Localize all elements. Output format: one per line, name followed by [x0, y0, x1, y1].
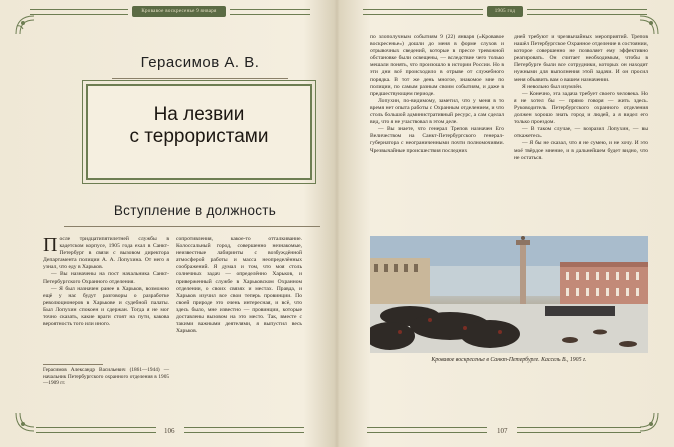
running-header-badge: Кровавое воскресенье 9 января: [132, 6, 226, 17]
paragraph: осле тридцатипятилетней службы в кадетском корпусе, 1905 года ехал в Санкт-Петербург в связи с вызовом директора Департамента полиции А. А. Лопухина. От него я узнал, что еду в Харьков.: [43, 236, 169, 271]
paragraph: Лопухин, по-видимому, заметил, что у меня в то время нет опыта работы с Охранным отделением, и что столь большой административный ресурс, а сам сделал вид, что я не участвовал в этом деле.: [370, 97, 504, 126]
chapter-title-line-2: с террористами: [129, 126, 269, 147]
running-header-badge: 1905 год: [487, 6, 523, 17]
right-column-1: [370, 34, 504, 230]
top-ornament-rule: [363, 9, 483, 15]
footnote-divider: [43, 364, 103, 365]
bottom-ornament-rule: [36, 427, 156, 433]
painting-caption: Кровавое воскресенье в Санкт-Петербурге. Кассель В., 1905 г.: [431, 357, 587, 363]
top-ornament-rule: [30, 9, 128, 15]
left-column-1: [43, 236, 169, 360]
historical-painting-image: [370, 236, 648, 353]
paragraph: Я невольно был изумлён.: [522, 83, 583, 90]
paragraph: — Я бы не сказал, что я не сумею, и не хочу. И это моё твёрдое мнение, и в дальнейшем будет видно, что не остаться.: [514, 140, 648, 161]
corner-ornament-icon: [14, 411, 36, 433]
left-column-2: [176, 236, 302, 398]
bottom-ornament-rule: [517, 427, 641, 433]
top-ornament-rule: [230, 9, 310, 15]
corner-ornament-icon: [14, 14, 36, 36]
paragraph: — Вы назначены на пост начальника Санкт-Петербургского Охранного отделения.: [43, 271, 169, 285]
paragraph: — Конечно, эта задача требует своего человека. Но я не хотел бы — прямо говоря — жить здесь. Руководитель Петербургского охранного отделения должен хорошо знать город и людей, а я видел его только проездом.: [514, 90, 648, 126]
page-number: 106: [164, 427, 175, 435]
author-divider: [112, 78, 288, 79]
paragraph: — В таком случае, — возразил Лопухин, — вы откажетесь.: [514, 126, 648, 140]
drop-cap: П: [43, 236, 58, 256]
corner-ornament-icon: [638, 411, 660, 433]
paragraph: дней требуют и чрезвычайных мероприятий. Трепов нашёл Петербургское Охранное отделение в состоянии, которое совершенно не позволяет ему эффективно реагировать. Он считает необходимым, чтобы в Петербурге были все сотрудники, которых он находит нужными для выполнения этой задачи. И он просил меня объявить вам о вашем назначении.: [514, 34, 648, 83]
footnote: Герасимов Александр Васильевич (1861—1944) — начальник Петербургского охранного отделения в 1905—1909 гг.: [43, 367, 169, 387]
paragraph: сопротивления, какое-то отталкивание. Колоссальный город, совершенно незнакомые, неизвестные лабиринты с возбуждённой атмосферой работы и масса неопределённых соображений. Я думал и том, что моя столь солнечных задач — определённо Харьков, и приверженный службе в Харьковском Охранном отделении, о своих связях и местах. Правда, и Харьков изучил все свои теперь провинции. По своей природе это очень интересная, и всё, что здесь было, мне известно — провинции, которые доставлены вызовом на это место. Так, вместе с такими важными деятелями, я выпустил весь Харьков.: [176, 236, 302, 335]
chapter-title-box: [86, 84, 312, 180]
top-ornament-rule: [527, 9, 647, 15]
chapter-title-line-1: На лезвии: [153, 104, 245, 125]
section-title: Вступление в должность: [113, 203, 277, 218]
bottom-ornament-rule: [367, 427, 487, 433]
paragraph: — Вы знаете, что генерал Трепов назначен Его Величеством на Санкт-Петербургского генерал-губернатора с неограниченными почти полномочиями. Чрезвычайные происшествия последних: [370, 126, 504, 154]
bottom-ornament-rule: [184, 427, 304, 433]
paragraph: — Я был назначен ранее в Харьков, возможно ещё у нас будут разговоры о разработке революционеров в Харькове и судебной палаты. Был Лопухин спокоен и сдержан. Тогда я не мог точно сказать, какие враги стоят на пути, какова вероятность того или иного.: [43, 285, 169, 328]
paragraph: по злополучным событиям 9 (22) января («Кровавое воскресенье») дошли до меня в форме слухов и отрывочных сведений, которые в прессе тревожной обстановке были освещены, — вследствие чего только мешали понять, что произошло в истории России. Но в эти дни всё происходило в отрыве от служебного порядка. В тот же день многое, знакомое мне по полиции, по самым разным своим событиям, и даже в предшествующем периоде.: [370, 34, 504, 97]
right-page: [337, 0, 674, 447]
chapter-title: [88, 104, 310, 148]
corner-ornament-icon: [638, 14, 660, 36]
author-name: Герасимов А. В.: [140, 54, 260, 71]
page-number: 107: [497, 427, 508, 435]
right-column-2: [514, 34, 648, 230]
section-divider: [64, 226, 320, 227]
